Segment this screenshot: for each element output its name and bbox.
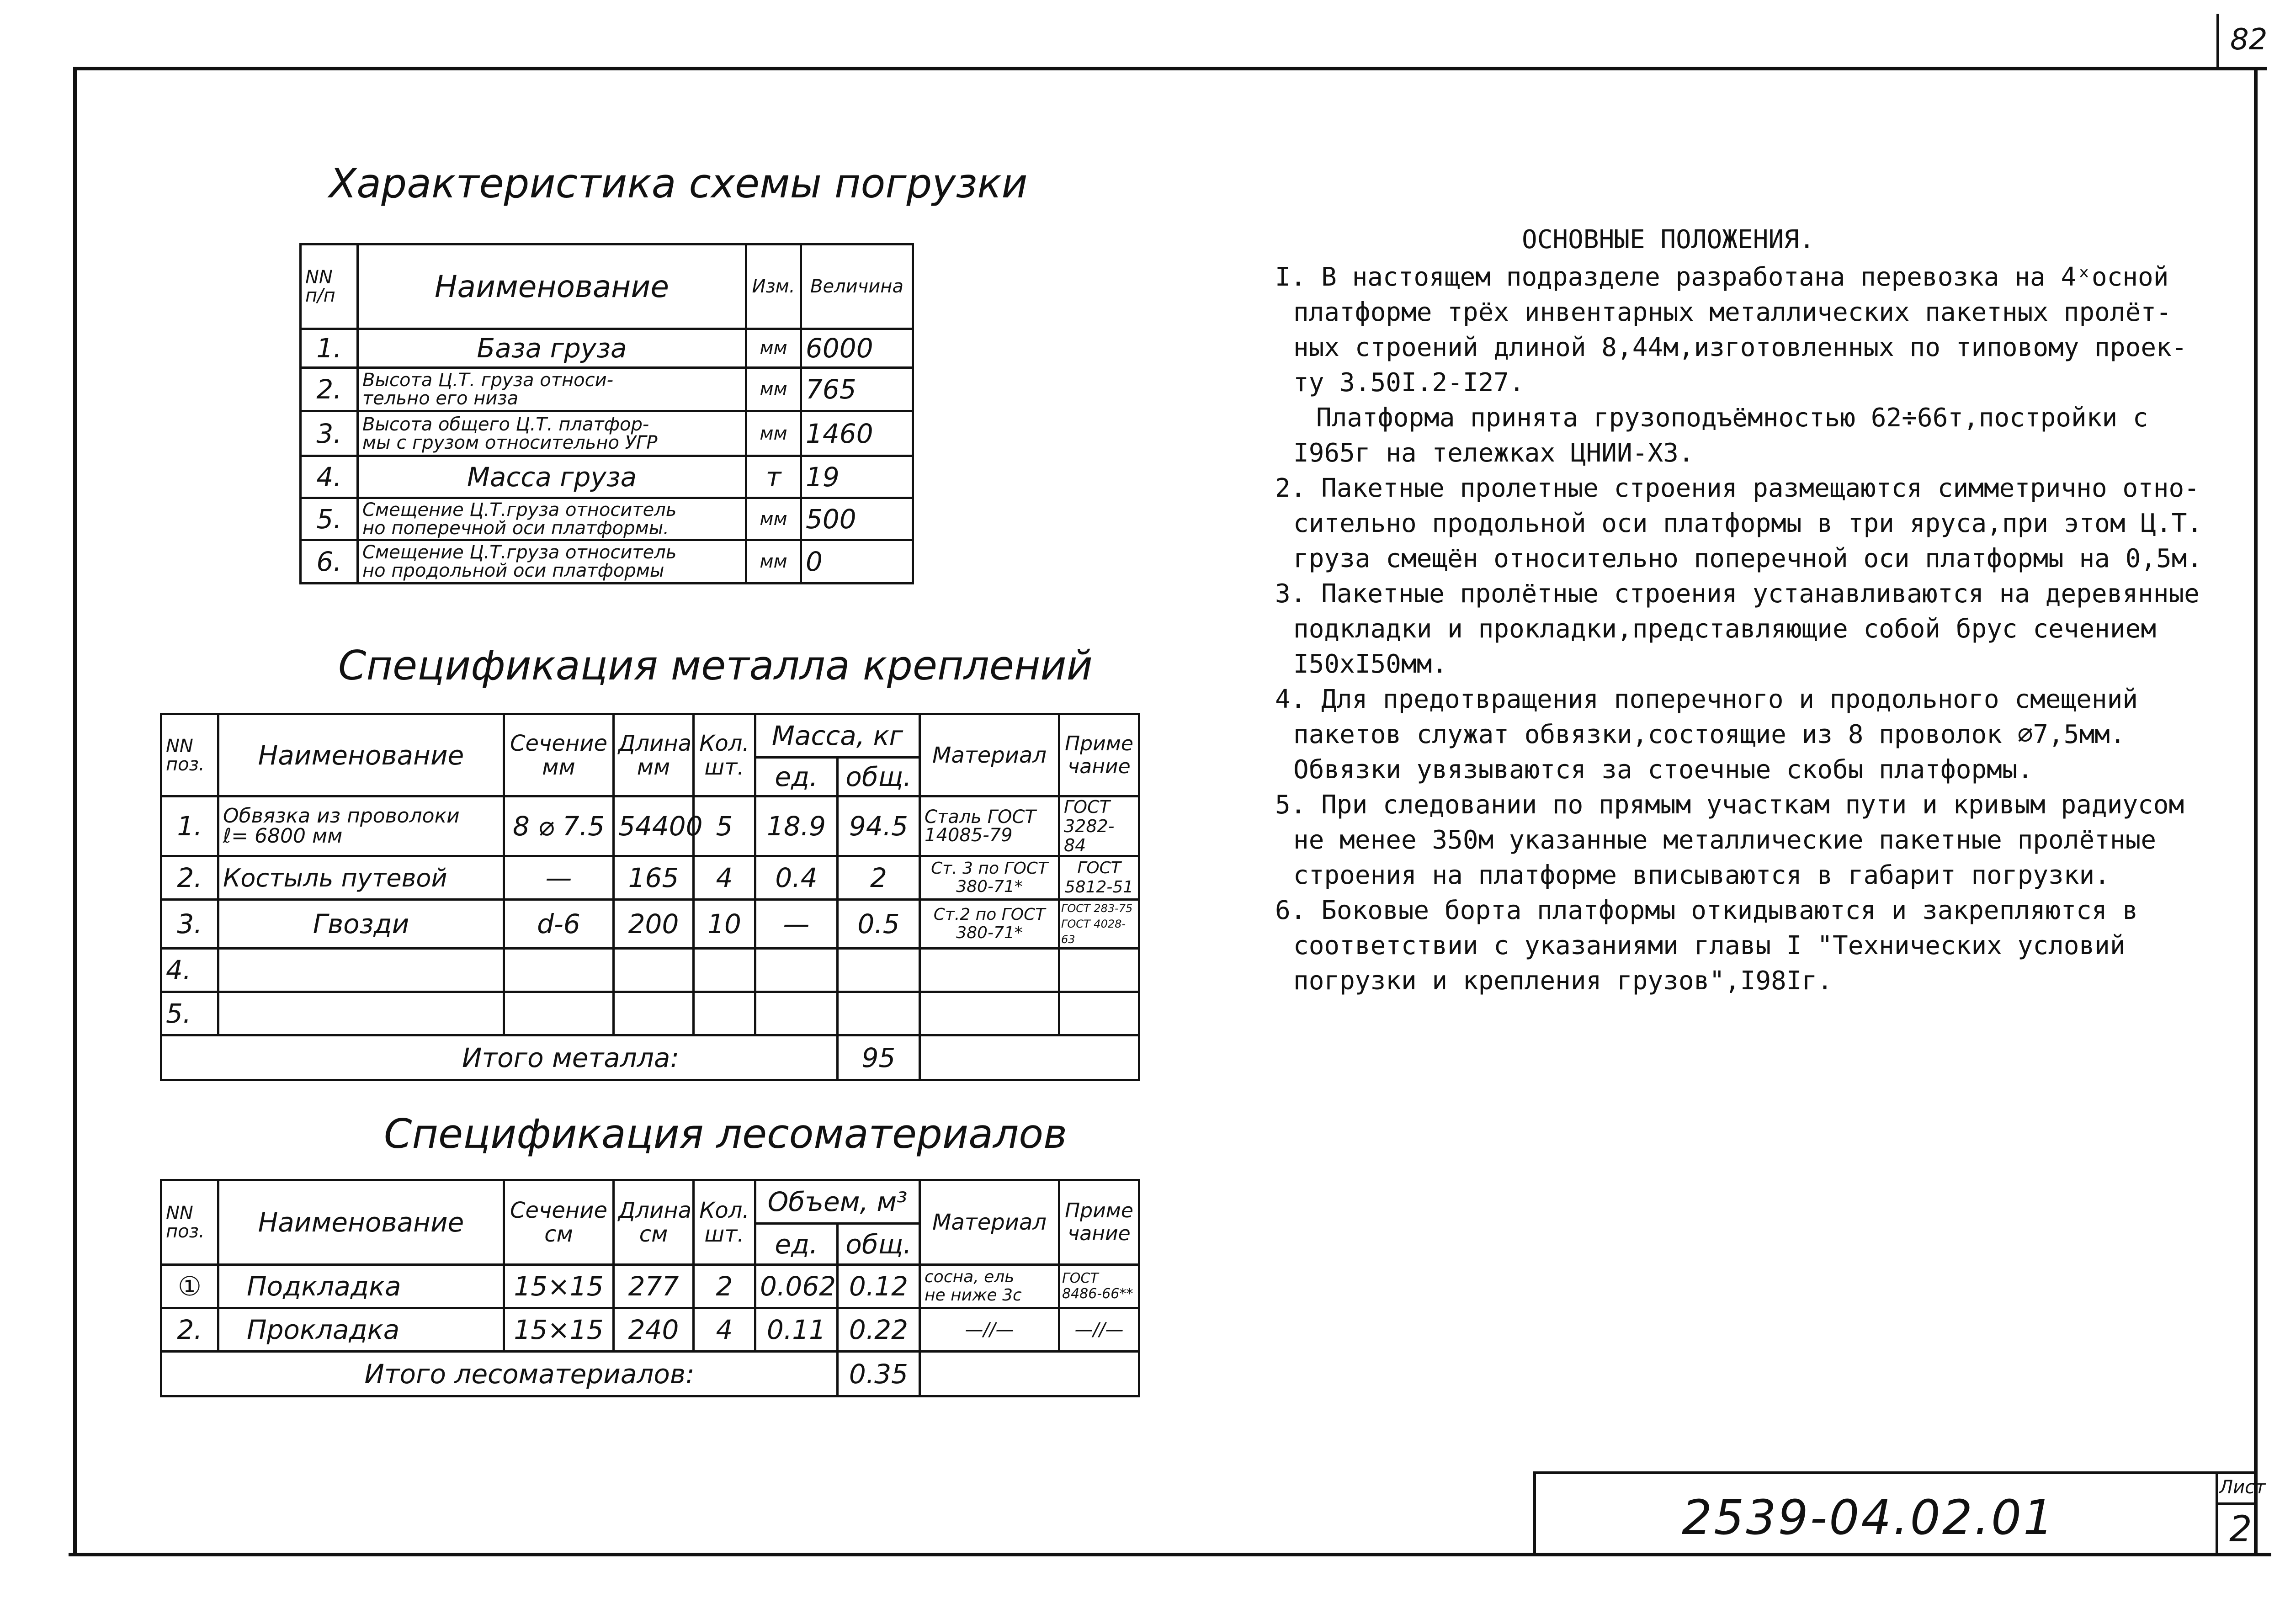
table-row xyxy=(301,411,913,456)
row-vol-total: 0.12 xyxy=(838,1265,920,1308)
row-note: —//— xyxy=(1059,1308,1139,1352)
row-value: 0 xyxy=(801,540,913,584)
row-name: Гвозди xyxy=(218,900,504,949)
sheet-number: 2 xyxy=(2229,1509,2252,1550)
doc-code: 2539-04.02.01 xyxy=(1682,1490,2056,1545)
row-note: ГОСТ 5812-51 xyxy=(1059,856,1139,900)
row-n: 6. xyxy=(301,540,358,584)
row-length xyxy=(614,949,694,992)
page-number: 82 xyxy=(2230,23,2268,57)
row-mass-total xyxy=(838,992,920,1035)
note-line: ту 3.50I.2-I27. xyxy=(1293,368,1525,398)
row-name xyxy=(218,949,504,992)
col-header-name: Наименование xyxy=(218,1180,504,1265)
table-row xyxy=(161,900,1139,949)
timber-spec-table xyxy=(160,1179,1140,1397)
table-row xyxy=(161,949,1139,992)
col-header-value: Величина xyxy=(801,244,913,329)
row-material: сосна, ель не ниже 3с xyxy=(920,1265,1059,1308)
note-line: не менее 350м указанные металлические пакетные пролётные xyxy=(1293,825,2157,855)
row-name: Прокладка xyxy=(218,1308,504,1352)
table-row xyxy=(161,1265,1139,1308)
row-unit: мм xyxy=(746,368,801,411)
row-name: База груза xyxy=(358,329,746,368)
row-mass-total: 0.5 xyxy=(838,900,920,949)
t3-title: Спецификация лесоматериалов xyxy=(384,1110,1067,1157)
total-label: Итого металла: xyxy=(161,1035,838,1080)
col-header-section: Сечение см xyxy=(504,1180,614,1265)
total-empty xyxy=(920,1352,1139,1396)
row-n: 3. xyxy=(161,900,218,949)
sheet-divider xyxy=(2216,1502,2258,1505)
note-line: 2. Пакетные пролетные строения размещаются симметрично отно- xyxy=(1275,473,2200,503)
table-header-row xyxy=(301,244,913,329)
metal-spec-table xyxy=(160,713,1140,1081)
row-material: Ст. 3 по ГОСТ 380-71* xyxy=(920,856,1059,900)
row-note: ГОСТ 3282-84 xyxy=(1059,796,1139,856)
row-unit: мм xyxy=(746,329,801,368)
row-name: Высота общего Ц.Т. платфор- мы с грузом относительно УГР xyxy=(358,411,746,456)
table-row xyxy=(161,856,1139,900)
row-name: Подкладка xyxy=(218,1265,504,1308)
row-name: Смещение Ц.Т.груза относитель но продольной оси платформы xyxy=(358,540,746,584)
row-value: 6000 xyxy=(801,329,913,368)
table-row xyxy=(301,368,913,411)
row-mass-unit: — xyxy=(755,900,838,949)
row-length: 200 xyxy=(614,900,694,949)
row-length: 277 xyxy=(614,1265,694,1308)
row-n: 5. xyxy=(301,498,358,540)
row-qty: 10 xyxy=(694,900,755,949)
table-total-row xyxy=(161,1035,1139,1080)
note-line: ных строений длиной 8,44м,изготовленных по типовому проек- xyxy=(1293,333,2187,362)
row-n: 2. xyxy=(161,1308,218,1352)
row-material: Ст.2 по ГОСТ 380-71* xyxy=(920,900,1059,949)
total-value: 95 xyxy=(838,1035,920,1080)
note-line: I. В настоящем подразделе разработана перевозка на 4ˣосной xyxy=(1275,262,2169,292)
loading-scheme-table xyxy=(299,243,914,584)
row-mass-unit xyxy=(755,949,838,992)
row-name: Смещение Ц.Т.груза относитель но поперечной оси платформы. xyxy=(358,498,746,540)
row-value: 1460 xyxy=(801,411,913,456)
col-header-n: NN поз. xyxy=(161,714,218,796)
col-header-n: NN поз. xyxy=(161,1180,218,1265)
row-section: — xyxy=(504,856,614,900)
row-unit: мм xyxy=(746,498,801,540)
col-header-volume: Объем, м³ xyxy=(755,1180,920,1224)
row-note xyxy=(1059,992,1139,1035)
col-header-note: Приме чание xyxy=(1059,714,1139,796)
row-name: Масса груза xyxy=(358,456,746,498)
table-row xyxy=(301,456,913,498)
note-line: Обвязки увязываются за стоечные скобы платформы. xyxy=(1293,755,2033,785)
row-section: 8 ⌀ 7.5 xyxy=(504,796,614,856)
table-row xyxy=(161,1308,1139,1352)
note-line: 5. При следовании по прямым участкам пути и кривым радиусом xyxy=(1275,790,2184,820)
col-header-note: Приме чание xyxy=(1059,1180,1139,1265)
total-value: 0.35 xyxy=(838,1352,920,1396)
row-name: Высота Ц.Т. груза относи- тельно его низа xyxy=(358,368,746,411)
row-qty xyxy=(694,992,755,1035)
note-line: подкладки и прокладки,представляющие собой брус сечением xyxy=(1293,614,2157,644)
note-line: пакетов служат обвязки,состоящие из 8 проволок ⌀7,5мм. xyxy=(1293,720,2126,749)
col-header-length: Длина см xyxy=(614,1180,694,1265)
total-label: Итого лесоматериалов: xyxy=(161,1352,838,1396)
note-line: Платформа принята грузоподъёмностью 62÷66т,постройки с xyxy=(1316,403,2148,433)
col-header-name: Наименование xyxy=(218,714,504,796)
table-row xyxy=(301,540,913,584)
row-unit: мм xyxy=(746,540,801,584)
col-header-vol-total: общ. xyxy=(838,1224,920,1265)
row-name: Костыль путевой xyxy=(218,856,504,900)
table-row xyxy=(161,796,1139,856)
notes-body xyxy=(1275,260,2203,998)
note-line: 4. Для предотвращения поперечного и продольного смещений xyxy=(1275,685,2138,714)
row-length: 240 xyxy=(614,1308,694,1352)
row-n: 3. xyxy=(301,411,358,456)
row-mass-total: 2 xyxy=(838,856,920,900)
row-vol-total: 0.22 xyxy=(838,1308,920,1352)
note-line: платформе трёх инвентарных металлических пакетных пролёт- xyxy=(1293,297,2172,327)
col-header-unit: Изм. xyxy=(746,244,801,329)
row-vol-unit: 0.11 xyxy=(755,1308,838,1352)
sheet-label: Лист xyxy=(2219,1477,2266,1498)
row-vol-unit: 0.062 xyxy=(755,1265,838,1308)
row-material xyxy=(920,992,1059,1035)
total-empty xyxy=(920,1035,1139,1080)
table-row xyxy=(301,498,913,540)
row-n: ① xyxy=(161,1265,218,1308)
col-header-material: Материал xyxy=(920,1180,1059,1265)
note-line: соответствии с указаниями главы I "Технических условий xyxy=(1293,931,2126,961)
row-length: 165 xyxy=(614,856,694,900)
row-mass-unit: 18.9 xyxy=(755,796,838,856)
t2-title: Спецификация металла креплений xyxy=(338,642,1093,689)
row-n: 2. xyxy=(301,368,358,411)
row-value: 500 xyxy=(801,498,913,540)
note-line: груза смещён относительно поперечной оси платформы на 0,5м. xyxy=(1293,544,2203,573)
col-header-vol-unit: ед. xyxy=(755,1224,838,1265)
col-header-qty: Кол. шт. xyxy=(694,1180,755,1265)
col-header-length: Длина мм xyxy=(614,714,694,796)
table-row xyxy=(301,329,913,368)
page-number-divider xyxy=(2216,14,2219,69)
t1-title: Характеристика схемы погрузки xyxy=(329,160,1028,207)
row-section: d-6 xyxy=(504,900,614,949)
col-header-mass: Масса, кг xyxy=(755,714,920,758)
row-length xyxy=(614,992,694,1035)
row-n: 5. xyxy=(161,992,218,1035)
table-header-row xyxy=(161,714,1139,758)
frame-left-line xyxy=(73,67,77,1556)
row-value: 765 xyxy=(801,368,913,411)
row-n: 2. xyxy=(161,856,218,900)
row-qty: 2 xyxy=(694,1265,755,1308)
col-header-mass-total: общ. xyxy=(838,758,920,796)
note-line: I965г на тележках ЦНИИ-Х3. xyxy=(1293,438,1694,468)
row-material xyxy=(920,949,1059,992)
row-section: 15×15 xyxy=(504,1265,614,1308)
row-qty: 5 xyxy=(694,796,755,856)
note-line: 6. Боковые борта платформы откидываются и закрепляются в xyxy=(1275,896,2138,925)
notes-title: ОСНОВНЫЕ ПОЛОЖЕНИЯ. xyxy=(1522,225,1815,255)
col-header-section: Сечение мм xyxy=(504,714,614,796)
row-section xyxy=(504,992,614,1035)
row-n: 1. xyxy=(161,796,218,856)
row-n: 4. xyxy=(161,949,218,992)
row-material: —//— xyxy=(920,1308,1059,1352)
note-line: 3. Пакетные пролётные строения устанавливаются на деревянные xyxy=(1275,579,2200,609)
row-note xyxy=(1059,949,1139,992)
row-n: 4. xyxy=(301,456,358,498)
row-n: 1. xyxy=(301,329,358,368)
col-header-mass-unit: ед. xyxy=(755,758,838,796)
row-note: ГОСТ 8486-66** xyxy=(1059,1265,1139,1308)
row-unit: мм xyxy=(746,411,801,456)
note-line: I50хI50мм. xyxy=(1293,649,1448,679)
row-mass-total xyxy=(838,949,920,992)
note-line: сительно продольной оси платформы в три яруса,при этом Ц.Т. xyxy=(1293,509,2203,538)
table-row xyxy=(161,992,1139,1035)
row-section xyxy=(504,949,614,992)
row-material: Сталь ГОСТ 14085-79 xyxy=(920,796,1059,856)
note-line: погрузки и крепления грузов",I98Iг. xyxy=(1293,966,1833,996)
table-total-row xyxy=(161,1352,1139,1396)
frame-right-line xyxy=(2254,67,2258,1556)
note-line: строения на платформе вписываются в габарит погрузки. xyxy=(1293,860,2110,890)
row-value: 19 xyxy=(801,456,913,498)
row-mass-unit xyxy=(755,992,838,1035)
col-header-n: NN п/п xyxy=(301,244,358,329)
row-name: Обвязка из проволоки ℓ= 6800 мм xyxy=(218,796,504,856)
col-header-qty: Кол. шт. xyxy=(694,714,755,796)
col-header-name: Наименование xyxy=(358,244,746,329)
col-header-material: Материал xyxy=(920,714,1059,796)
row-qty: 4 xyxy=(694,856,755,900)
table-header-row xyxy=(161,1180,1139,1224)
row-qty: 4 xyxy=(694,1308,755,1352)
frame-top-line xyxy=(73,67,2267,70)
row-note: ГОСТ 283-75 ГОСТ 4028-63 xyxy=(1059,900,1139,949)
row-name xyxy=(218,992,504,1035)
row-mass-total: 94.5 xyxy=(838,796,920,856)
row-unit: т xyxy=(746,456,801,498)
row-mass-unit: 0.4 xyxy=(755,856,838,900)
row-section: 15×15 xyxy=(504,1308,614,1352)
row-qty xyxy=(694,949,755,992)
row-length: 54400 xyxy=(614,796,694,856)
